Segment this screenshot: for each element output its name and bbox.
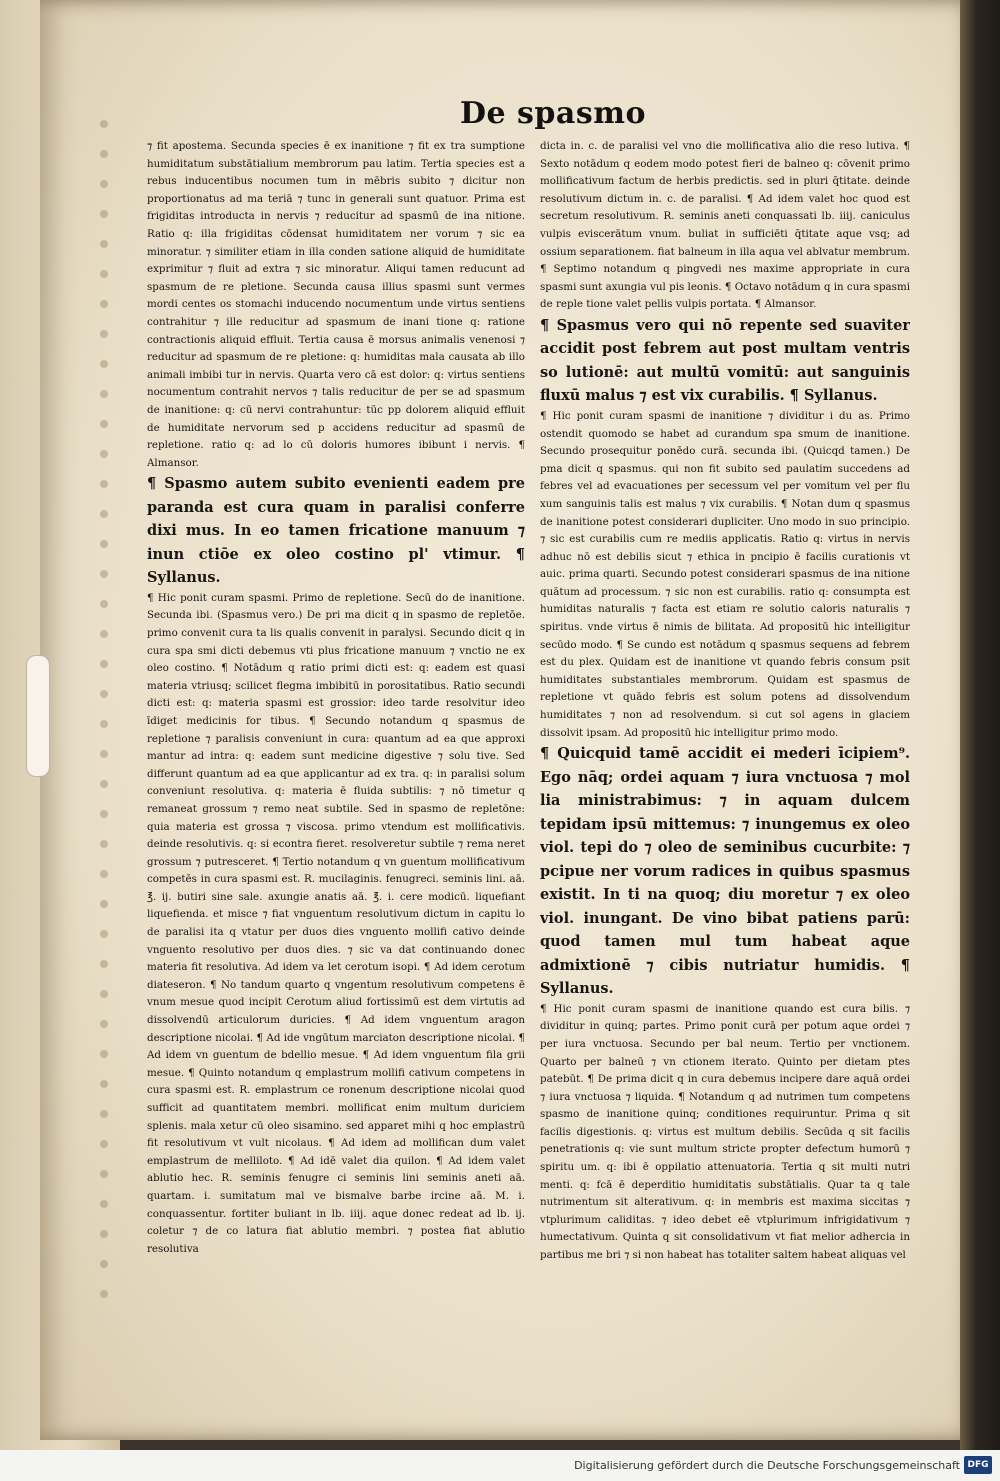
left-paragraph-2: ¶ Spasmo autem subito evenienti eadem pre paranda est cura quam in paralisi conferre dixi mus. In eo tamen fricatione manuum ⁊ inun ctiōe ex oleo costino pl' vtimur. ¶ Syllanus. — [147, 475, 525, 587]
left-paragraph-1: ⁊ fit apostema. Secunda species ē ex inanitione ⁊ fit ex tra sumptione humiditatum substātialium membrorum pau latim. Tertia species est a rebus inducentibus nocumen tum in mēbris subito ⁊ dicitur non proportionatus ad ma teriā ⁊ tunc in generali sunt quatuor. Prima est frigiditas introducta in nervis ⁊ reducitur ad spasmū de ina nitione. Ratio q: illa frigiditas cōdensat humiditatem ner vorum ⁊ sic ea minoratur. ⁊ similiter etiam in illa conden satione aliquid de humiditate exprimitur ⁊ fluit ad extra ⁊ sic minoratur. Aliqui tamen reducunt ad spasmum de re pletione. Secunda causa illius spasmi sunt vermes mordi centes os stomachi inducendo nocumentum unde virtus sentiens contrahitur ⁊ ille reducitur ad spasmum de inani tione q: ratione contractionis aliquid effluit. Tertia causa ē morsus animalis venenosi ⁊ reducitur ad spasmum de re pletione: q: humiditas mala causata ab illo animali imbibi tur in nervis. Quarta vero cā est dolor: q: virtus sentiens nocumentum contrahit nervos ⁊ talis reducitur de per se ad spasmum de inanitione: q: cū nervi contrahuntur: tūc pp dolorem aliquid effluit de humiditate nervorum sed p accidens reducitur ad spasmū de repletione. ratio q: ad lo cū doloris humores ibibunt i nervis. ¶ Almansor. — [147, 140, 525, 469]
right-paragraph-1: dicta in. c. de paralisi vel vno die mollificativa alio die reso lutiva. ¶ Sexto notādum q eodem modo potest fieri de balneo q: cōvenit primo mollificativum factum de herbis predictis. sed in pluri q̄titate. deinde resolutivum dictum in. c. de paralisi. ¶ Ad idem valet hoc quod est secretum resolutivum. R. seminis aneti conquassati lb. iiij. caniculus vulpis eviscerātum vnum. buliat in sufficiēti q̄titate aque vsq; ad ossium separationem. fiat balneum in illa aqua vel ablvatur membrum. ¶ Septimo notandum q pingvedi nes maxime appropriate in cura spasmi sunt axungia vul pis leonis. ¶ Octavo notādum q in cura spasmi de reple tione valet pellis vulpis portata. ¶ Almansor. — [540, 140, 910, 311]
dfg-logo: DFG — [964, 1456, 992, 1474]
page-heading: De spasmo — [460, 96, 646, 131]
book-cover-edge — [960, 0, 1000, 1450]
digitization-footer — [0, 1450, 1000, 1481]
left-paragraph-3: ¶ Hic ponit curam spasmi. Primo de repletione. Secū do de inanitione. Secunda ibi. (Spasmus vero.) De pri ma dicit q in spasmo de repletōe. primo convenit cura ta lis qualis convenit in paralysi. Secundo dicit q in cura spa smi dicti debemus vti plus fricatione manuum ⁊ vnctio ne ex oleo costino. ¶ Notādum q ratio primi dicti est: q: eadem est quasi materia vtriusq; scilicet flegma imbibitū in porositatibus. Ratio secundi dicti est: q: materia spasmi est grossior: ideo tarde resolvitur ideo īdiget medicinis for tibus. ¶ Secundo notandum q spasmus de repletione ⁊ paralisis conveniunt in cura: quantum ad ea que approxi mantur ad intra: q: eadem sunt medicine digestive ⁊ solu tive. Sed differunt quantum ad ea que applicantur ad ex tra. q: in paralisi solum conveniunt resolutiva. q: materia ē fluida subtilis: ⁊ nō timetur q remaneat grossum ⁊ remo neat subtile. Sed in spasmo de repletōne: quia materia est grossa ⁊ viscosa. primo vtendum est mollificativis. deinde resolutivis. q: si econtra fieret. resolveretur subtile ⁊ rema neret grossum ⁊ putresceret. ¶ Tertio notandum q vn guentum mollificativum competēs in cura spasmi est. R. mucilaginis. fenugreci. seminis lini. aā. ℥. ij. butiri sine sale. axungie anatis aā. ℥. i. cere modicū. liquefiant liquefienda. et misce ⁊ fiat vnguentum resolutivum dictum in capitu lo de paralisi ita q vtatur per duos dies vnguento mollifi cativo deinde vnguento resolutivo per duos dies. ⁊ sic va dat continuando donec materia fit resolutiva. Ad idem va let cerotum isopi. ¶ Ad idem cerotum diateseron. ¶ No tandum quarto q vngentum resolutivum competens ē vnum mesue quod incipit Cerotum aliud fortissimū est dem virtutis ad dissolvendū articulorum duricies. ¶ Ad idem vnguentum aragon descriptione nicolai. ¶ Ad ide vngūtum marciaton descriptione nicolai. ¶ Ad idem vn guentum de bdellio mesue. ¶ Ad idem vnguentum fila grii mesue. ¶ Quinto notandum q emplastrum mollifi cativum competens in cura spasmi est. R. emplastrum ce ronenum descriptione nicolai quod sufficit ad quantitatem membri. mollificat enim multum duriciem splenis. mala xetur cū oleo sisamino. sed apparet mihi q hoc emplastrū fit resolutivum vt vult nicolaus. ¶ Ad idem ad mollifican dum valet emplastrum de melliloto. ¶ Ad idē valet dia quilon. ¶ Ad idem valet ablutio hec. R. seminis fenugre ci seminis lini seminis aneti aā. quartam. i. sumitatum mal ve bismalve barbe ircine aā. M. i. conquassentur. fortiter buliant in lb. iiij. aque donec redeat ad lb. ij. coletur ⁊ de co latura fiat ablutio membri. ⁊ postea fiat ablutio resolutiva — [147, 591, 525, 1255]
right-text-column — [540, 138, 910, 1438]
left-text-column — [147, 138, 525, 1438]
right-paragraph-5: ¶ Hic ponit curam spasmi de inanitione quando est cura bilis. ⁊ dividitur in quinq; partes. Primo ponit curā per potum aque ordei ⁊ per iura vnctuosa. Secundo per bal neum. Tertio per vnctionem. Quarto per balneū ⁊ vn ctionem iterato. Quinto per dietam ptes patebūt. ¶ De prima dicit q in cura debemus incipere dare aquā ordei ⁊ iura vnctuosa ⁊ liquida. ¶ Notandum q ad nutrimen tum competens spasmo de inanitione quinq; conditiones requiruntur. Prima q sit facilis digestionis. q: virtus est multum debilis. Secūda q sit facilis penetrationis q: vie sunt multum stricte propter defectum humorū ⁊ spiritu um. q: ibi ē oppilatio attenuatoria. Tertia q sit multi nutri menti. q: fcā ē deperditio humiditatis substātialis. Quar ta q tale nutrimentum sit alterativum. q: in membris est maxima siccitas ⁊ vtplurimum caliditas. ⁊ ideo debet eē vtplurimum infrigidativum ⁊ humectativum. Quinta q sit consolidativum vt fiat melior adhercia in partibus me bri ⁊ si non habeat has totaliter saltem habeat aliquas vel — [540, 1002, 910, 1262]
right-paragraph-3: ¶ Hic ponit curam spasmi de inanitione ⁊ dividitur i du as. Primo ostendit quomodo se habet ad curandum spa smum de inanitione. Secundo prosequitur ponēdo curā. secunda ibi. (Quicqd tamen.) De pma dicit q spasmus. qui non fit subito sed paulatim succedens ad febres vel ad evacuationes per secessum vel per vomitum vel per flu xum sanguinis talis est malus ⁊ vix curabilis. ¶ Notan dum q spasmus de inanitione potest considerari dupliciter. Uno modo in suo principio. ⁊ sic est curabilis cum re mediis applicatis. Ratio q: virtus in nervis adhuc nō est debilis sicut ⁊ ethica in pncipio ē facilis curationis vt auic. prima quarti. Secundo potest considerari spasmus de ina nitione quātum ad processum. ⁊ sic non est curabilis. ratio q: consumpta est humiditas naturalis ⁊ facta est etiam re solutio caloris naturalis ⁊ spiritus. vnde virtus ē nimis de bilitata. Ad propositū hic intelligitur secūdo modo. ¶ Se cundo est notādum q spasmus sequens ad febrem est du plex. Quidam est de inanitione vt quando febris consum psit humiditates substantiales membrorum. Quidam est spasmus de repletione vt quādo febris est solum potens ad dissolvendum humiditates ⁊ non ad resolvendum. si cut sol agens in glaciem dissolvit ipsam. Ad propositū hic intelligitur primo modo. — [540, 409, 910, 739]
right-paragraph-4: ¶ Quicquid tamē accidit ei mederi īcipiem⁹. Ego nāq; ordei aquam ⁊ iura vnctuosa ⁊ mol lia ministrabimus: ⁊ in aquam dulcem tepidam ipsū mittemus: ⁊ inungemus ex oleo viol. tepi do ⁊ oleo de seminibus cucurbite: ⁊ pcipue ner vorum radices in quibus spasmus existit. In ti na quoq; diu moretur ⁊ ex oleo viol. inungant. De vino bibat patiens parū: quod tamen mul tum habeat aque admixtionē ⁊ cibis nutriatur humidis. ¶ Syllanus. — [540, 745, 910, 998]
right-paragraph-2: ¶ Spasmus vero qui nō repente sed suaviter accidit post febrem aut post multam ventris so lutionē: aut multū vomitū: aut sanguinis fluxū malus ⁊ est vix curabilis. ¶ Syllanus. — [540, 316, 910, 405]
footer-credit: Digitalisierung gefördert durch die Deutsche Forschungsgemeinschaft — [574, 1459, 960, 1472]
bookmark-tab — [26, 655, 50, 777]
gutter-stitching — [100, 120, 108, 1320]
